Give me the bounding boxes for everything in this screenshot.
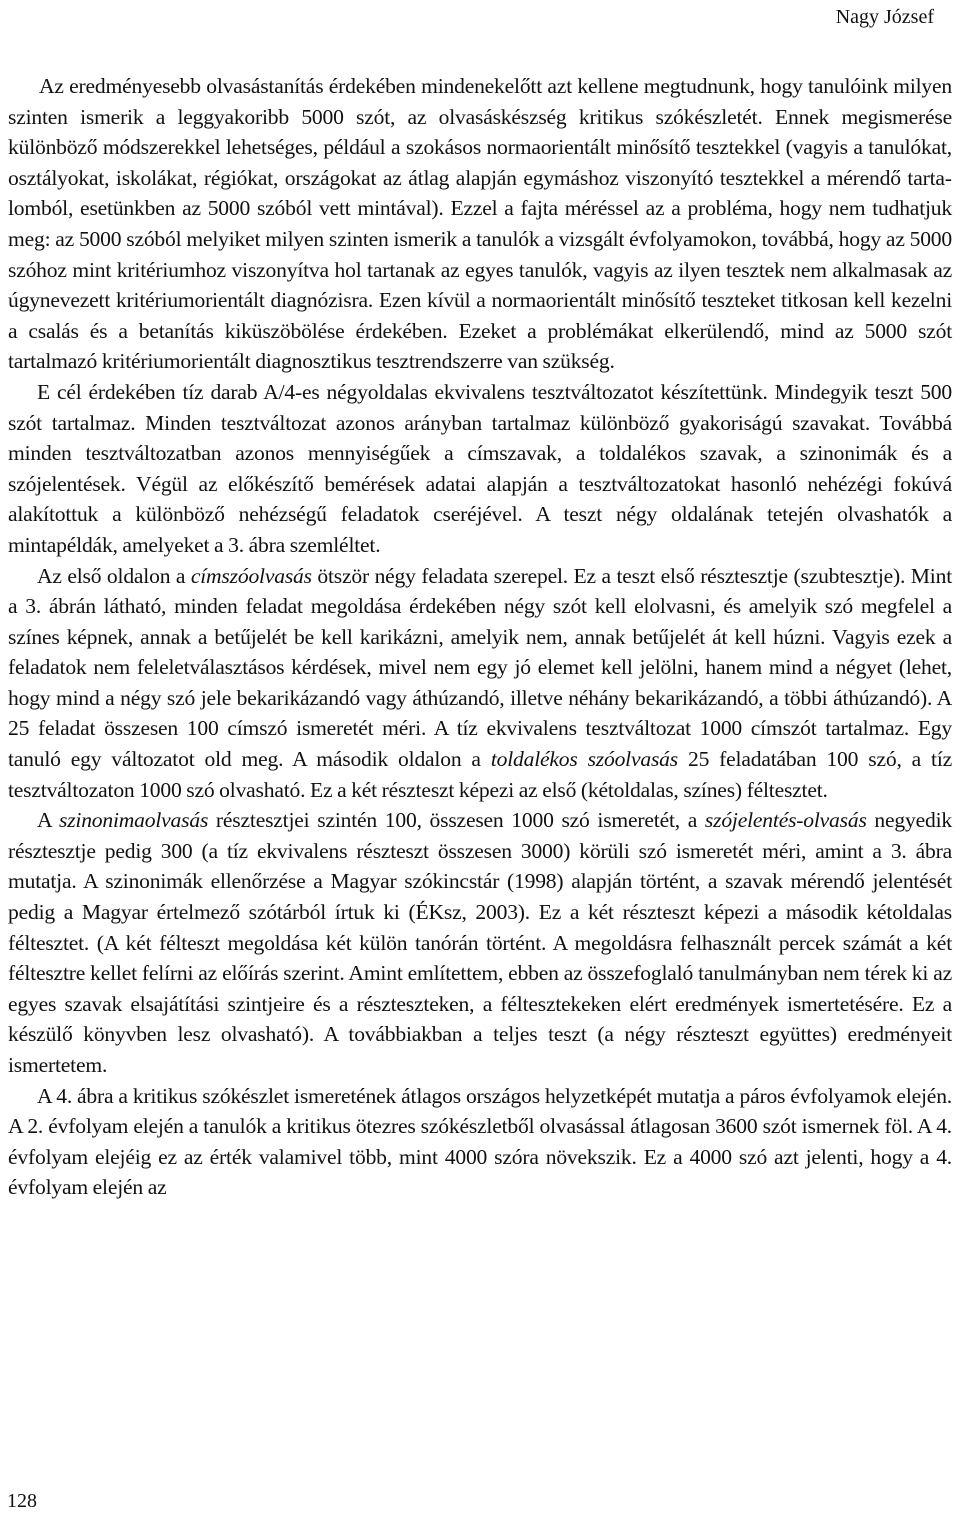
paragraph-4-text-c: résztesztjei szintén 100, összesen 1000 szó ismeretét, a [208,808,705,833]
term-cimszoolvasas: címszóolvasás [190,563,312,588]
running-header-author: Nagy József [835,6,934,28]
page-number: 128 [7,1490,37,1512]
term-szojelentes-olvasas: szójelentés-olvasás [704,808,867,833]
paragraph-3 [8,561,952,806]
paragraph-4 [8,805,952,1080]
paragraph-4-text-a: A [37,808,59,833]
paragraph-3-text-a: Az első oldalon a [37,563,191,588]
paragraph-3-text-e: 25 feladatában 100 szó, a tíz tesztváltozaton 1000 szó olvasható. Ez a két részteszt képezi az első (kétoldalas, színes) féltesztet. [8,747,953,802]
paragraph-5: A 4. ábra a kritikus szókészlet ismeretének átlagos országos helyzetképét mutatja a páros évfolyamok elején. A 2. évfolyam elején a tanulók a kritikus ötezres szókészletből olvasással átlagosan 3600 szót ismernek föl. A 4. évfolyam elejéig ez az érték valamivel több, mint 4000 szóra növekszik. Ez a 4000 szó azt jelenti, hogy a 4. évfolyam elején az [8,1083,952,1200]
paragraph-3-text-c: ötször négy feladata szerepel. Ez a teszt első résztesztje (szubtesztje). Mint a 3. ábrán látható, minden feladat megoldása érdekében négy szót kell elolvasni, és amelyik szó megfelel a színes képnek, annak a betűjelét be kell karikázni, amelyik nem, annak betűjelét át kell húzni. Vagyis ezek a feladatok nem feleletválasztásos kérdések, mivel nem egy jó elemet kell jelölni, hanem mind a négyet (lehet, hogy mind a négy szó jele bekarikázandó vagy áthúzandó, illetve néhány bekarikázandó, a többi áthúzandó). A 25 feladat összesen 100 címszó ismeretét méri. A tíz ekvivalens tesztváltozat 1000 címszót tartalmaz. Egy tanuló egy változatot old meg. A második oldalon a [8,563,952,772]
term-toldalekos-szoolvasas: toldalékos szóolvasás [490,747,678,772]
term-szinonimaolvasas: szinonimaolvasás [58,808,209,833]
paragraph-2: E cél érdekében tíz darab A/4-es négyoldalas ekvivalens tesztváltozatot készítettünk. Mindegyik teszt 500 szót tartalmaz. Minden tesztváltozat azonos arányban tartalmaz különböző gyakoriságú szavakat. Továbbá minden tesztváltozatban azonos mennyiségűek a címszavak, a toldalékos szavak, a szinonimák és a szójelentések. Végül az előkészítő bemérések adatai alapján a tesztváltozatokat hasonló nehézégi fokúvá alakítottuk a különböző nehézségű feladatok cseréjével. A teszt négy oldalának tetején olvashatók a mintapéldák, amelyeket a 3. ábra szemléltet. [8,379,952,557]
paragraph-4-text-e: negyedik résztesztje pedig 300 (a tíz ekvivalens részteszt összesen 3000) körüli szó ismeretét méri, amint a 3. ábra mutatja. A szinonimák ellenőrzése a Magyar szókincstár (1998) alapján történt, a szavak mérendő jelentését pedig a Magyar értelmező szótárból írtuk ki (ÉKsz, 2003). Ez a két részteszt képezi a második kétoldalas féltesztet. (A két félteszt megoldása két külön tanórán történt. A megoldásra felhasznált percek számát a két féltesztre kellet felírni az előírás szerint. Amint említettem, ebben az összefoglaló tanulmányban nem térek ki az egyes szavak elsajátítási szintjeire és a részteszteken, a féltesztekeken elért eredmények ismertetésére. Ez a készülő könyvben lesz olvasható). A továbbiakban a teljes teszt (a négy részteszt együttes) eredményeit ismertetem. [8,808,952,1077]
body-text [8,71,952,1203]
paragraph-1: Az eredményesebb olvasástanítás érdekében mindenekelőtt azt kellene megtudnunk, hogy tanulóink milyen szinten ismerik a leggyakoribb 5000 szót, az olvasáskészség kritikus szókészletét. Ennek megismerése különböző módszerekkel lehetséges, például a szokásos normaorientált minősítő tesztekkel (vagyis a tanulókat, osztályokat, iskolákat, régiókat, országokat az átlag alapján egymáshoz viszonyító tesztekkel a mérendő tartalomból, esetünkben az 5000 szóból vett mintával). Ezzel a fajta méréssel az a probléma, hogy nem tudhatjuk meg: az 5000 szóból melyiket milyen szinten ismerik a tanulók a vizsgált évfolyamokon, továbbá, hogy az 5000 szóhoz mint kritériumhoz viszonyítva hol tartanak az egyes tanulók, vagyis az ilyen tesztek nem alkalmasak az úgynevezett kritériumorientált diagnózisra. Ezen kívül a normaorientált minősítő teszteket titkosan kell kezelni a csalás és a betanítás kiküszöbölése érdekében. Ezeket a problémákat elkerülendő, mind az 5000 szót tartalmazó kritériumorientált diagnosztikus tesztrendszerre van szükség. [8,74,952,374]
